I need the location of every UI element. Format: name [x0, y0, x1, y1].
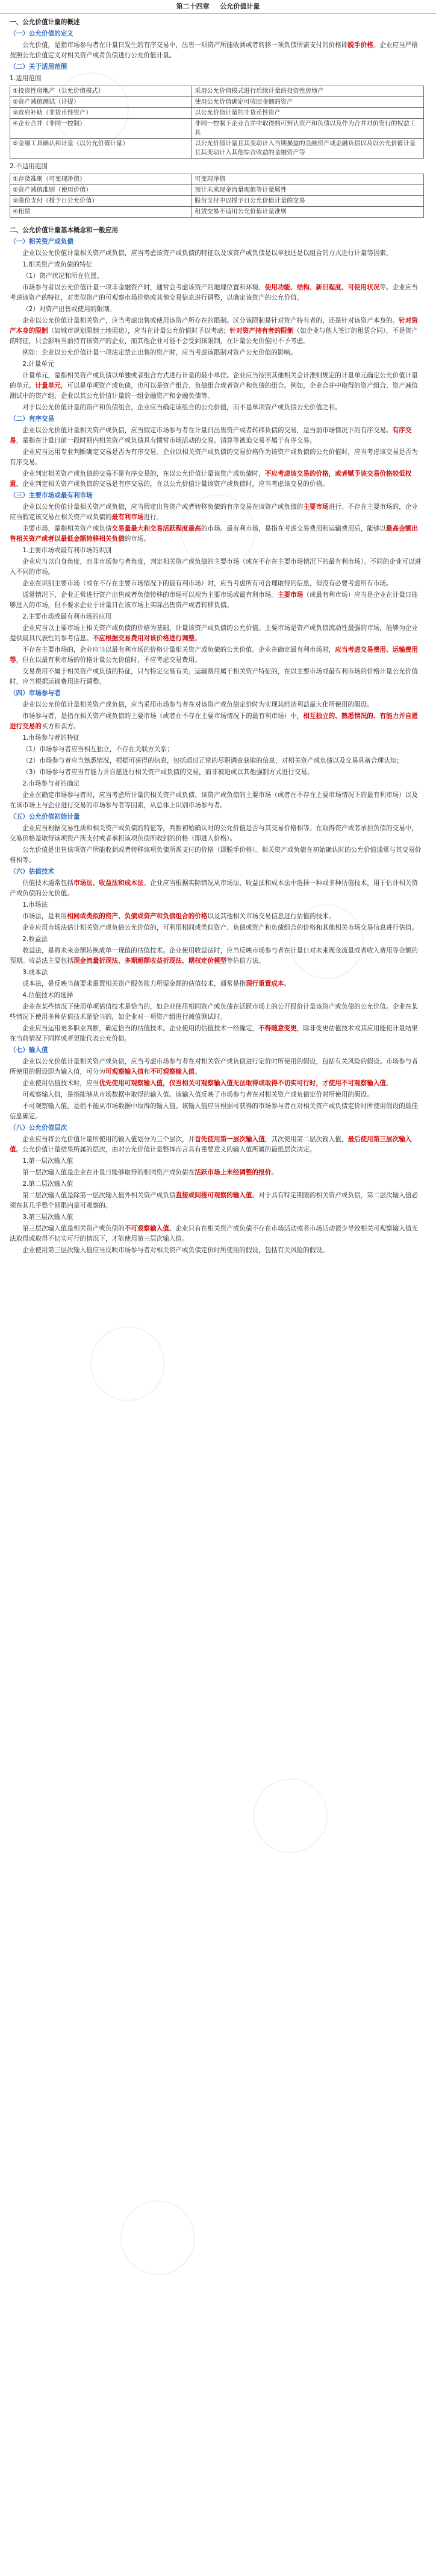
scope-table — [10, 86, 424, 159]
paragraph: 2.第二层次输入值 — [22, 1180, 73, 1188]
paragraph: 第二层次输入值是除第一层次输入值外相关资产或负债直接或间接可观察的输入值。对于具有特定期限的相关资产或负债，第二层次输入值必须在其几乎整个期限内是可观察的。 — [10, 1192, 418, 1209]
paragraph: 企业判定相关资产或负债的交易不是有序交易的，在以公允价值计量该资产或负债时，不应考虑该交易的价格，或者赋予该交易价格较低权重。企业判定相关资产或负债的交易是有序交易的，在以公允价值计量该资产或负债时，应当考虑该交易的价格。 — [10, 470, 412, 488]
table-row: ②资产减值准则（使用价值） 预计未来现金流量现值等计量属性 — [10, 185, 424, 196]
paragraph: （1）资产状况和所在位置。 — [22, 272, 104, 280]
paragraph: 企业以公允价值计量相关资产，应当考虑出售或使用该资产所存在的限制。区分该限制是针对资产持有者的，还是针对该资产本身的。针对资产本身的限制（如城市规划限制土地用途），应当在计量公允价值时予以考虑；针对资产持有者的限制（如企业与他人签订的租赁合同），不是资产的特征，只会影响当前持有该资产的企业，而其他企业可能不会受到该限制，在计量公允价值时不予考虑。 — [10, 317, 418, 345]
paragraph: 企业以公允价值计量相关资产或负债，应当假定出售资产或者转移负债的有序交易在该资产或负债的主要市场进行。不存在主要市场的，企业应当假定该交易在相关资产或负债的最有利市场进行。 — [10, 503, 418, 521]
paragraph: 企业以公允价值计量相关资产或负债，应当采用市场参与者在对该资产或负债定价时为实现其经济利益最大化所使用的假设。 — [22, 701, 373, 708]
paragraph: 2.主要市场或最有利市场的应用 — [22, 613, 112, 620]
paragraph: 3.成本法 — [22, 969, 48, 976]
paragraph: 2.计量单元 — [22, 361, 54, 368]
paragraph: 第一层次输入值是企业在计量日能够取得的相同资产或负债在活跃市场上未经调整的报价。 — [22, 1169, 278, 1176]
paragraph: 企业使用估值技术时，应当优先使用可观察输入值，仅当相关可观察输入值无法取得或取得不切实可行时，才使用不可观察输入值。 — [22, 1080, 393, 1087]
paragraph: 1.市场法 — [22, 901, 48, 909]
paragraph: 计量单元，是指相关资产或负债以单独或者组合方式进行计量的最小单位。企业应当按照其他相关会计准则规定的计量单元确定公允价值计量的单元。计量单元，可以是单项资产或负债，也可以是资产组合、负债组合或者资产和负债的组合。例如，企业合并中取得的资产组合、资产减值测试中的资产组、企业以其公允价值计量的一组金融资产和金融负债等。 — [10, 372, 418, 400]
paragraph: 市场参与者，是指在相关资产或负债的主要市场（或者在不存在主要市场情况下的最有利市场）中，相互独立的、熟悉情况的、有能力并自愿进行交易的买方和卖方。 — [10, 713, 418, 730]
paragraph: 1.市场参与者的特征 — [22, 734, 80, 742]
subsection-heading: （七）输入值 — [10, 1047, 48, 1054]
paragraph: 1.相关资产或负债的特征 — [22, 261, 93, 268]
table-row: ①存货准则（可变现净值） 可变现净值 — [10, 174, 424, 185]
paragraph: 例如：企业以公允价值计量一项法定禁止出售的资产时，应当考虑该限制对资产公允价值的影响。 — [22, 349, 297, 356]
list-heading: 1.适用范围 — [10, 75, 42, 82]
paragraph: 企业以公允价值计量相关资产或负债，应当考虑该资产或负债的特征以及该资产或负债是以单独还是以组合的方式进行计量等因素。 — [22, 250, 393, 257]
page-header — [0, 0, 436, 14]
table-row: ④企业合并（非同一控制） 非同一控制下企业合并中取得的可辨认资产和负债以及作为合并对价发行的权益工具 — [10, 119, 424, 139]
chapter-title: 公允价值计量 — [220, 2, 260, 10]
paragraph: 企业应当将公允价值计量所使用的输入值划分为三个层次，并首先使用第一层次输入值，其次使用第二层次输入值，最后使用第三层次输入值。公允价值计量结果所属的层次，由对公允价值计量整体而言具有重要意义的输入值所属的最低层次决定。 — [10, 1136, 412, 1153]
paragraph: 1.主要市场或最有利市场的识别 — [22, 547, 112, 554]
paragraph: 公允价值，是指市场参与者在计量日发生的有序交易中，出售一项资产所能收到或者转移一项负债所需支付的价格即脱手价格。企业应当严格按照公允价值定义对相关资产或者负债进行公允价值计量。 — [10, 42, 418, 59]
paragraph: 企业以公允价值计量相关资产或负债，应当考虑市场参与者在对相关资产或负债进行定价时所使用的假设，包括有关风险的假设。市场参与者所使用的假设即为输入值，可分为可观察输入值和不可观察输入值。 — [10, 1058, 418, 1075]
subsection-heading: （二）有序交易 — [10, 415, 55, 423]
paragraph: 不存在主要市场的，企业应当以最有利市场的价格计量相关资产或负债的公允价值。企业在确定最有利市场时，应当考虑交易费用、运输费用等，但在以最有利市场的价格计量公允价值时，不应考虑交易费用。 — [10, 646, 418, 664]
paragraph: 企业应当根据交易性质和相关资产或负债的特征等，判断初始确认时的公允价值是否与其交易价格相等。在取得资产或者承担负债的交易中，交易价格是取得该项资产所支付或者承担该项负债所收到的价格（即进入价格）。 — [10, 825, 418, 842]
paragraph: 市场法，是利用相同或类似的资产、负债或资产和负债组合的价格以及其他相关市场交易信息进行估值的技术。 — [22, 913, 335, 920]
watermark-seal — [78, 1314, 178, 1414]
exclusion-table — [10, 174, 424, 218]
paragraph: 不可观察输入值，是指不能从市场数据中取得的输入值。该输入值应当根据可获得的市场参与者在对相关资产或负债定价时所使用假设的最佳信息确定。 — [10, 1103, 418, 1120]
paragraph: 企业应当以自身角度，而非市场参与者角度，判定相关资产或负债的主要市场（或在不存在主要市场情况下的最有利市场）。不同的企业可以进入不同的市场。 — [10, 558, 422, 576]
table-row: ⑤金融工具确认和计量（以公允价值计量） 以公允价值计量且其变动计入当期损益的金融资产或金融负债以及以公允价值计量且其变动计入其他综合收益的金融资产等 — [10, 139, 424, 159]
chapter-number: 第二十四章 — [176, 2, 210, 10]
paragraph: 企业应用市场法估计相关资产或负债公允价值的，可利用相同或类似资产、负债或资产和负债组合的价格和其他相关市场交易信息进行估值。 — [22, 924, 418, 931]
paragraph: 3.第三层次输入值 — [22, 1214, 73, 1221]
table-row: ②资产减值测试（计提） 使用公允价值确定可收回金额的资产 — [10, 97, 424, 108]
subsection-heading: （三）主要市场或最有利市场 — [10, 492, 93, 499]
paragraph: 企业在确定市场参与者时，应当考虑所计量的相关资产或负债、该资产或负债的主要市场（或者在不存在主要市场情况下的最有利市场）以及在该市场上与企业进行交易的市场参与者等因素，从总体上识别市场参与者。 — [10, 792, 418, 809]
table-row: ④租赁 租赁交易不适用公允价值计量准则 — [10, 207, 424, 218]
paragraph: 第三层次输入值是相关资产或负债的不可观察输入值。企业只有在相关资产或负债不存在市场活动或者市场活动很少导致相关可观察输入值无法取得或取得不切实可行的情况下，才能使用第三层次输入值。 — [10, 1225, 418, 1242]
paragraph: 2.收益法 — [22, 936, 48, 943]
paragraph: 企业使用第三层次输入值应当反映市场参与者对相关资产或负债定价时所使用的假设，包括有关风险的假设。 — [22, 1247, 329, 1254]
section-heading: 二、公允价值计量基本概念和一般应用 — [10, 227, 119, 234]
paragraph: 4.估值技术的选择 — [22, 992, 73, 999]
paragraph: （3）市场参与者应当有能力并自愿进行相关资产或负债的交易，而非被迫或以其他强制方式进行交易。 — [22, 769, 314, 776]
section-heading: 一、公允价值计量的概述 — [10, 19, 80, 26]
paragraph: 企业应当运用专业判断确定交易是否为有序交易。企业以相关资产或负债的交易价格作为该资产或负债的公允价值时，应当考虑该交易是否为有序交易。 — [10, 449, 418, 466]
paragraph: 交易费用不属于相关资产或负债的特征，只与特定交易有关；运输费用属于相关资产特征的，在以主要市场或最有利市场的价格计量公允价值时，应当根据运输费用进行调整。 — [10, 668, 418, 685]
table-row: ①投资性房地产（公允价值模式） 采用公允价值模式进行后续计量的投资性房地产 — [10, 86, 424, 97]
paragraph: 企业应当运用更多职业判断，确定恰当的估值技术。企业使用的估值技术一经确定，不得随意变更，除非变更估值技术或其应用能使计量结果在当前情况下同样或者更能代表公允价值。 — [10, 1025, 418, 1042]
paragraph: 企业应当以主要市场上相关资产或负债的价格为基础，计量该资产或负债的公允价值。主要市场是资产或负债流动性最强的市场，能够为企业提供最具代表性的参考信息。不应根据交易费用对该价格进行调整。 — [10, 625, 418, 642]
paragraph: 可观察输入值，是指能够从市场数据中取得的输入值。该输入值反映了市场参与者在对相关资产或负债定价时所使用的假设。 — [22, 1091, 373, 1098]
paragraph: 估值技术通常包括市场法、收益法和成本法。企业应当根据实际情况从市场法、收益法和成本法中选择一种或多种估值技术，用于估计相关资产或负债的公允价值。 — [10, 880, 418, 897]
subsection-heading: （五）公允价值初始计量 — [10, 813, 80, 820]
paragraph: 成本法，是反映当前要求重置相关资产服务能力所需金额的估值技术，通常是指现行重置成本。 — [22, 980, 291, 987]
paragraph: （2）对资产出售或使用的限制。 — [22, 306, 116, 313]
paragraph: 通常情况下，企业正常进行资产出售或者负债转移的市场可以视为主要市场或最有利市场。主要市场（或最有利市场）应当是企业在计量日能够进入的市场，但不要求企业于计量日在该市场上实际出售资产或者转移负债。 — [10, 591, 418, 609]
paragraph: 企业在识别主要市场（或在不存在主要市场情况下的最有利市场）时，应当考虑所有可合理取得的信息，但没有必要考虑所有市场。 — [22, 580, 393, 587]
paragraph: 公允价值是出售该项资产所能收到或者转移该项负债所需支付的价格（即脱手价格）。相关资产或负债在初始确认时的公允价值通常与其交易价格相等。 — [10, 846, 422, 864]
subsection-heading: （一）公允价值的定义 — [10, 30, 73, 37]
watermark-seal — [241, 1766, 340, 1866]
table-row: ③政府补助（非货币性资产） 以公允价值计量的非货币性资产 — [10, 108, 424, 119]
subsection-heading: （一）相关资产或负债 — [10, 238, 73, 245]
paragraph: 1.第一层次输入值 — [22, 1157, 73, 1165]
subsection-heading: （六）估值技术 — [10, 868, 55, 875]
paragraph: 企业以公允价值计量相关资产或负债，应当假定市场参与者在计量日出售资产或者转移负债的交易，是当前市场情况下的有序交易。有序交易，是指在计量日前一段时期内相关资产或负债具有惯常市场活动的交易。清算等被迫交易不属于有序交易。 — [10, 427, 412, 444]
paragraph: 主要市场，是指相关资产或负债交易量最大和交易活跃程度最高的市场。最有利市场，是指在考虑交易费用和运输费用后，能够以最高金额出售相关资产或者以最低金额转移相关负债的市场。 — [10, 525, 418, 543]
paragraph: 2.市场参与者的确定 — [22, 780, 80, 787]
list-heading: 2.不适用范围 — [10, 163, 48, 170]
table-row: ③股份支付（授予日公允价值） 股份支付中以授予日公允价值计量的交易 — [10, 196, 424, 207]
paragraph: 对于以公允价值计量的资产和负债组合，企业应当确定该组合的公允价值，而不是单项资产或负债公允价值之和。 — [22, 404, 341, 411]
paragraph: 市场参与者以公允价值计量一项非金融资产时，通常会考虑该资产的地理位置和环境、使用功能、结构、新旧程度、可使用状况等。企业应当考虑该资产的特征，对类似资产的可观察市场价格或其他交易信息进行调整，以确定该资产的公允价值。 — [10, 284, 418, 301]
subsection-heading: （四）市场参与者 — [10, 690, 61, 697]
document-body — [0, 14, 436, 1256]
subsection-heading: （八）公允价值层次 — [10, 1124, 67, 1132]
paragraph: 收益法，是将未来金额转换成单一现值的估值技术。企业使用收益法时，应当反映市场参与者在计量日对未来现金流量或者收入费用等金额的预期。收益法主要包括现金流量折现法、多期超额收益折现法、期权定价模型等估值方法。 — [10, 947, 418, 965]
watermark-seal — [108, 2188, 208, 2288]
paragraph: （2）市场参与者应当熟悉情况，根据可获得的信息，包括通过正常的尽职调查获取的信息，对相关资产或负债以及交易具备合理认知； — [22, 757, 403, 764]
paragraph: 企业在某些情况下使用单项估值技术是恰当的，如企业使用相同资产或负债在活跃市场上的公开报价计量该资产或负债的公允价值。企业在某些情况下使用多种估值技术是恰当的，如企业对一项资产组进行减值测试时。 — [10, 1003, 418, 1021]
subsection-heading: （二）关于适用范围 — [10, 63, 67, 71]
paragraph: （1）市场参与者应当相互独立，不存在关联方关系； — [22, 746, 173, 753]
